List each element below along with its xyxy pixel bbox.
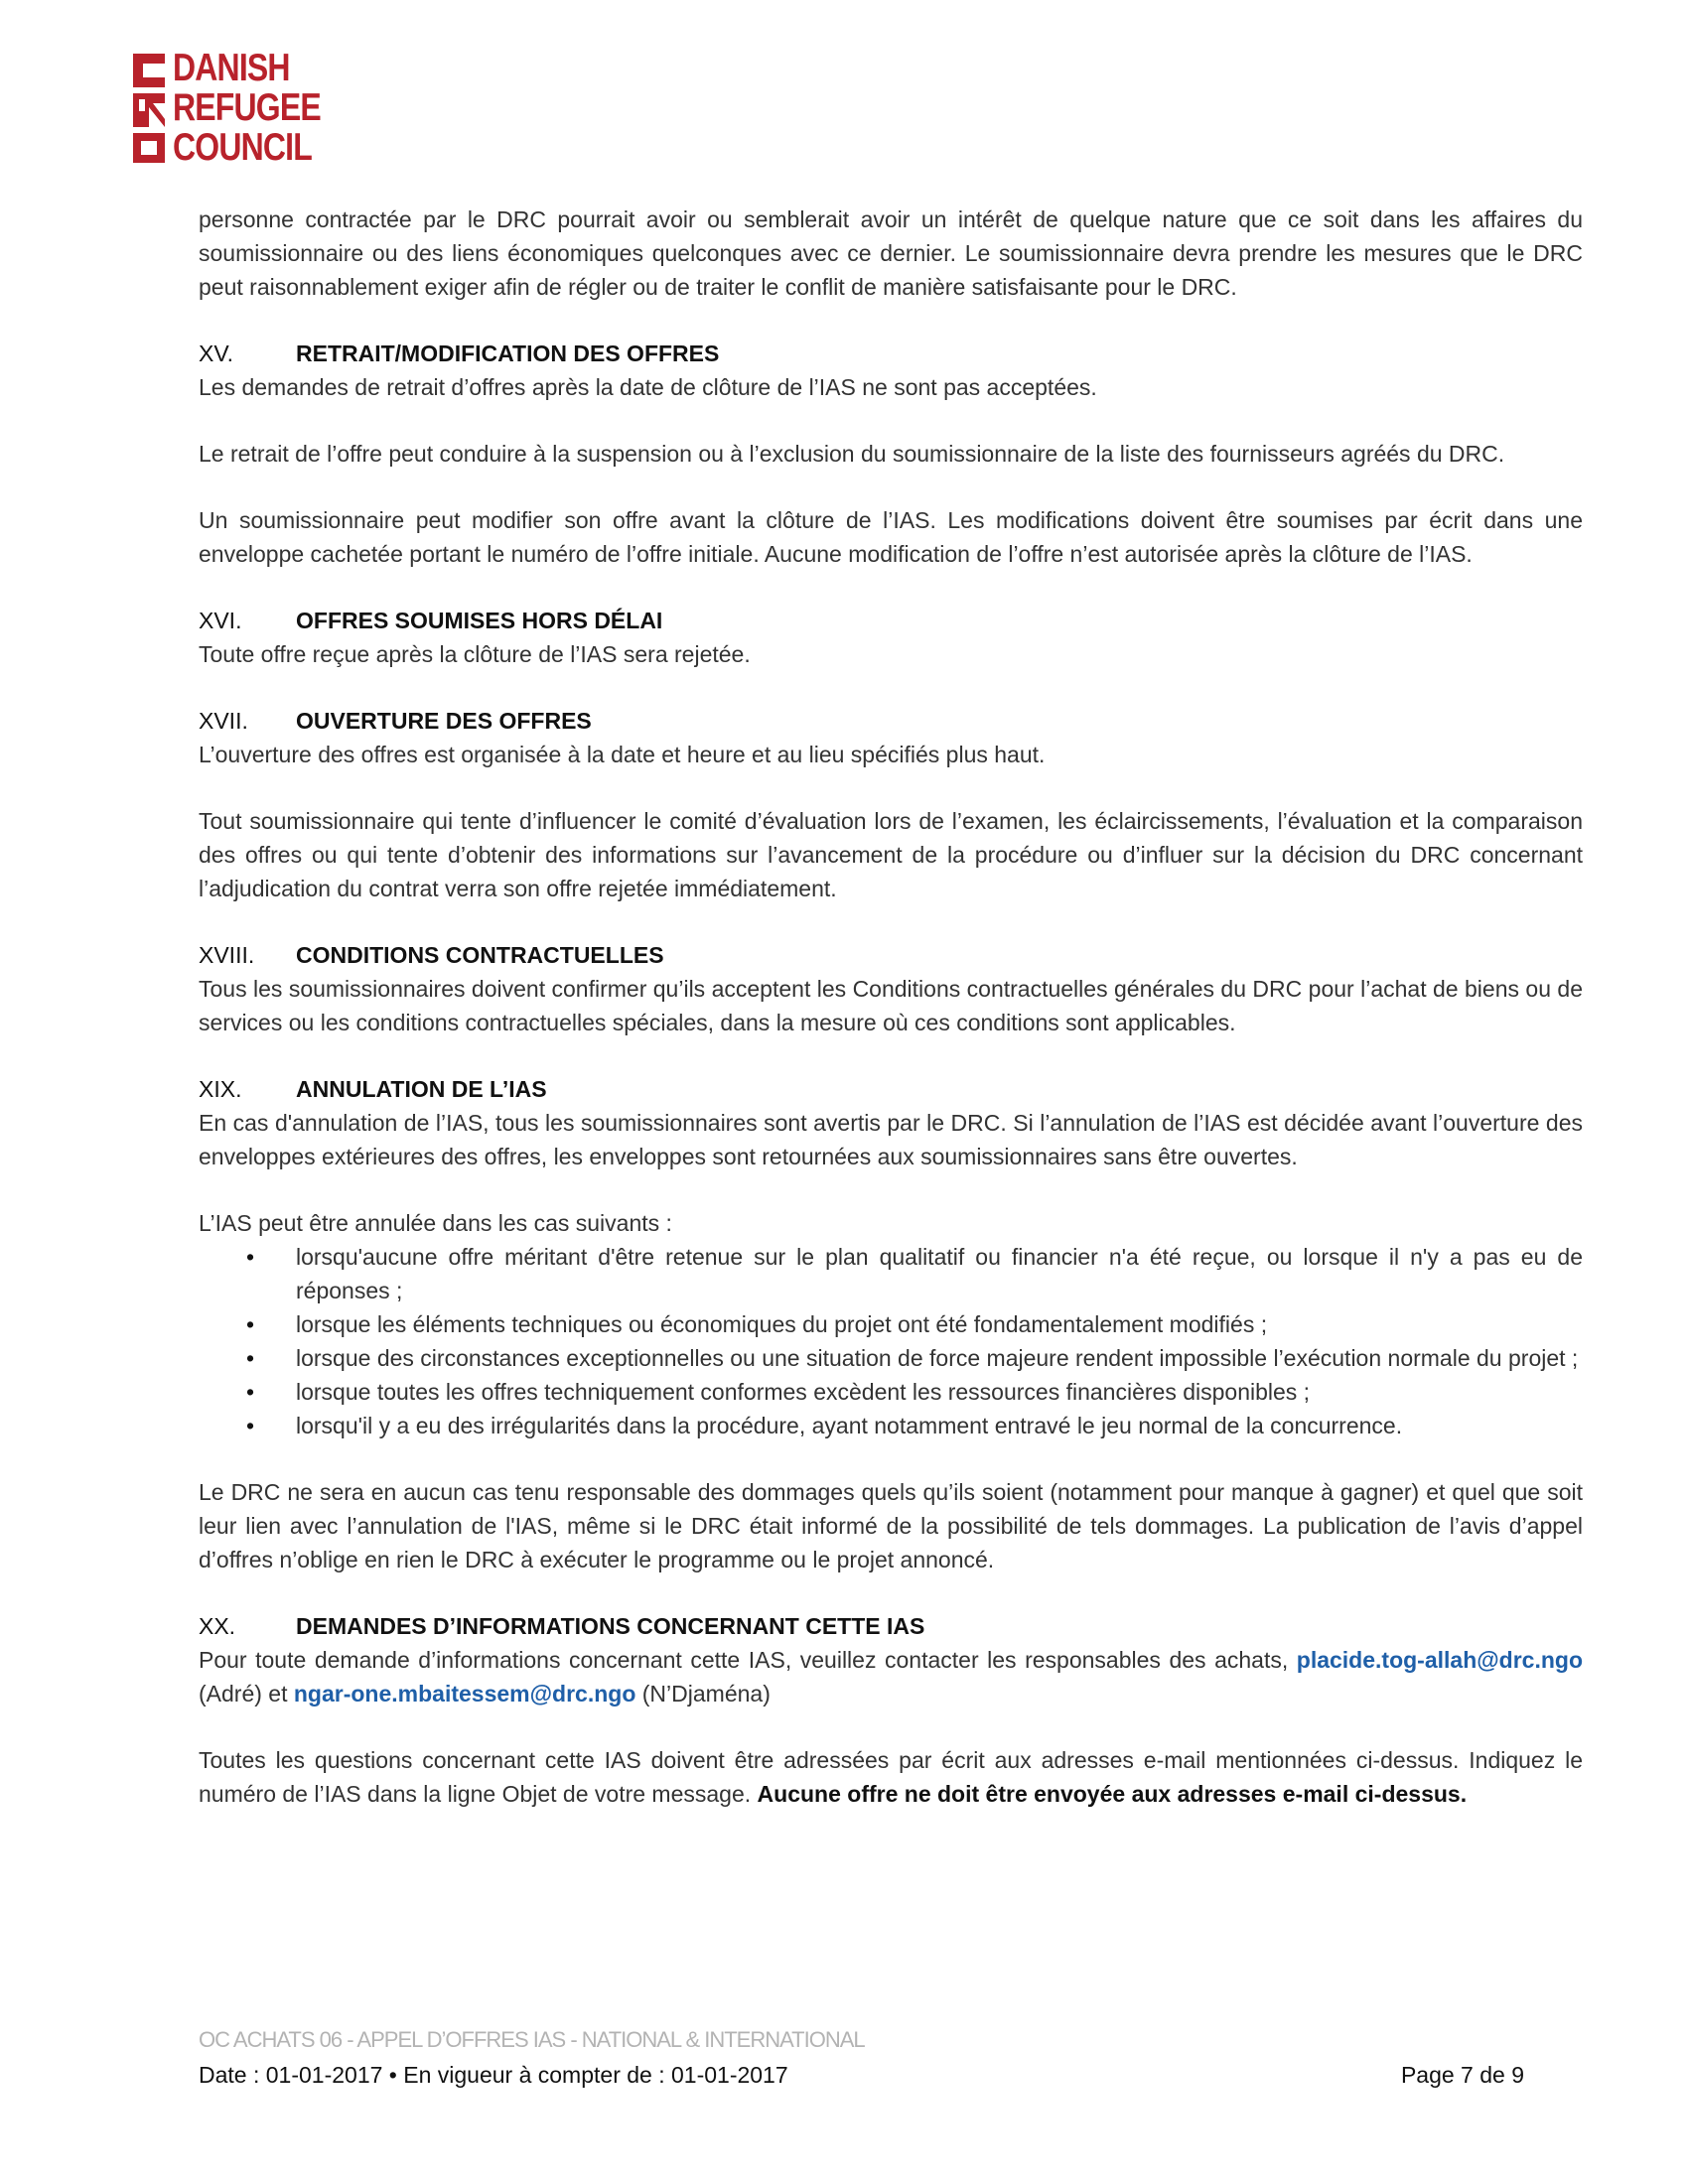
section-heading-xv (199, 337, 1583, 370)
contact-text: Pour toute demande d’informations concernant cette IAS, veuillez contacter les responsables des achats, (199, 1647, 1297, 1673)
paragraph: Le retrait de l’offre peut conduire à la suspension ou à l’exclusion du soumissionnaire de la liste des fournisseurs agréés du DRC. (199, 441, 1505, 467)
drc-logo-mark-icon (129, 50, 169, 167)
paragraph: Toute offre reçue après la clôture de l’IAS sera rejetée. (199, 641, 751, 667)
email-link-adre[interactable]: placide.tog-allah@drc.ngo (1296, 1647, 1583, 1673)
cancellation-cases-list (199, 1240, 1583, 1442)
footer-date: Date : 01-01-2017 • En vigueur à compter de : 01-01-2017 (199, 2062, 788, 2088)
list-item: • lorsque toutes les offres techniquement conformes excèdent les ressources financières disponibles ; (199, 1375, 1583, 1409)
footer-document-code: OC ACHATS 06 - APPEL D’OFFRES IAS - NATIONAL & INTERNATIONAL (199, 2027, 865, 2052)
paragraph: Les demandes de retrait d’offres après la date de clôture de l’IAS ne sont pas acceptées. (199, 374, 1097, 400)
section-heading-xx (199, 1609, 1583, 1643)
section-number: XVI. (199, 608, 242, 633)
logo-word-danish: DANISH (173, 47, 290, 89)
section-title: OUVERTURE DES OFFRES (296, 708, 592, 734)
logo-word-council: COUNCIL (173, 126, 312, 169)
section-heading-xvii (199, 704, 1583, 738)
section-number: XVII. (199, 708, 248, 734)
section-heading-xviii (199, 938, 1583, 972)
paragraph: Le DRC ne sera en aucun cas tenu responsable des dommages quels qu’ils soient (notamment pour manque à gagner) et quel que soit leur lien avec l’annulation de l'IAS, même si le DRC était informé de la possibilité de tels dommages. La publication de l’avis d’appel d’offres n’oblige en rien le DRC à exécuter le programme ou le projet annoncé. (199, 1479, 1583, 1572)
paragraph: Tout soumissionnaire qui tente d’influencer le comité d’évaluation lors de l’examen, les éclaircissements, l’évaluation et la comparaison des offres ou qui tente d’obtenir des informations sur l’avancement de la procédure ou d’influer sur la décision du DRC concernant l’adjudication du contrat verra son offre rejetée immédiatement. (199, 808, 1583, 901)
logo-word-refugee: REFUGEE (173, 86, 321, 129)
section-number: XV. (199, 341, 233, 366)
contact-text: (N’Djaména) (635, 1681, 771, 1706)
drc-logo-wordmark (173, 47, 353, 169)
section-number: XIX. (199, 1076, 242, 1102)
paragraph: Tous les soumissionnaires doivent confirmer qu’ils acceptent les Conditions contractuelles générales du DRC pour l’achat de biens ou de services ou les conditions contractuelles spéciales, dans la mesure où ces conditions sont applicables. (199, 976, 1583, 1035)
contact-text: (Adré) et (199, 1681, 294, 1706)
section-title: DEMANDES D’INFORMATIONS CONCERNANT CETTE IAS (296, 1613, 925, 1639)
section-number: XVIII. (199, 942, 255, 968)
questions-paragraph (199, 1743, 1583, 1811)
section-title: ANNULATION DE L’IAS (296, 1076, 547, 1102)
questions-text: Toutes les questions concernant cette IAS doivent être adressées par écrit aux adresses e-mail mentionnées ci-dessus. Indiquez le numéro de l’IAS dans la ligne Objet de votre message. (199, 1747, 1583, 1807)
paragraph: En cas d'annulation de l’IAS, tous les soumissionnaires sont avertis par le DRC. Si l’annulation de l’IAS est décidée avant l’ouverture des enveloppes extérieures des offres, les enveloppes sont retournées aux soumissionnaires sans être ouvertes. (199, 1110, 1583, 1169)
document-body (199, 203, 1583, 1811)
list-item: • lorsque des circonstances exceptionnelles ou une situation de force majeure rendent impossible l’exécution normale du projet ; (199, 1341, 1583, 1375)
section-title: OFFRES SOUMISES HORS DÉLAI (296, 608, 663, 633)
email-link-ndjamena[interactable]: ngar-one.mbaitessem@drc.ngo (293, 1681, 636, 1706)
drc-logo (129, 47, 353, 169)
footer (199, 2062, 1524, 2089)
footer-page-number: Page 7 de 9 (1400, 2062, 1524, 2088)
warning-text: Aucune offre ne doit être envoyée aux adresses e-mail ci-dessus. (757, 1781, 1468, 1807)
list-item: • lorsque les éléments techniques ou économiques du projet ont été fondamentalement modifiés ; (199, 1307, 1583, 1341)
paragraph: L’IAS peut être annulée dans les cas suivants : (199, 1210, 672, 1236)
section-number: XX. (199, 1613, 236, 1639)
list-item: • lorsqu'il y a eu des irrégularités dans la procédure, ayant notamment entravé le jeu normal de la concurrence. (199, 1409, 1583, 1442)
section-heading-xix (199, 1072, 1583, 1106)
paragraph: L’ouverture des offres est organisée à la date et heure et au lieu spécifiés plus haut. (199, 742, 1046, 767)
section-title: CONDITIONS CONTRACTUELLES (296, 942, 664, 968)
list-item: • lorsqu'aucune offre méritant d'être retenue sur le plan qualitatif ou financier n'a été reçue, ou lorsque il n'y a pas eu de réponses ; (199, 1240, 1583, 1307)
intro-paragraph: personne contractée par le DRC pourrait avoir ou semblerait avoir un intérêt de quelque nature que ce soit dans les affaires du soumissionnaire ou des liens économiques quelconques avec ce dernier. Le soumissionnaire devra prendre les mesures que le DRC peut raisonnablement exiger afin de régler ou de traiter le conflit de manière satisfaisante pour le DRC. (199, 206, 1583, 300)
section-title: RETRAIT/MODIFICATION DES OFFRES (296, 341, 720, 366)
contact-paragraph (199, 1643, 1583, 1710)
section-heading-xvi (199, 604, 1583, 637)
paragraph: Un soumissionnaire peut modifier son offre avant la clôture de l’IAS. Les modifications doivent être soumises par écrit dans une enveloppe cachetée portant le numéro de l’offre initiale. Aucune modification de l’offre n’est autorisée après la clôture de l’IAS. (199, 507, 1583, 567)
